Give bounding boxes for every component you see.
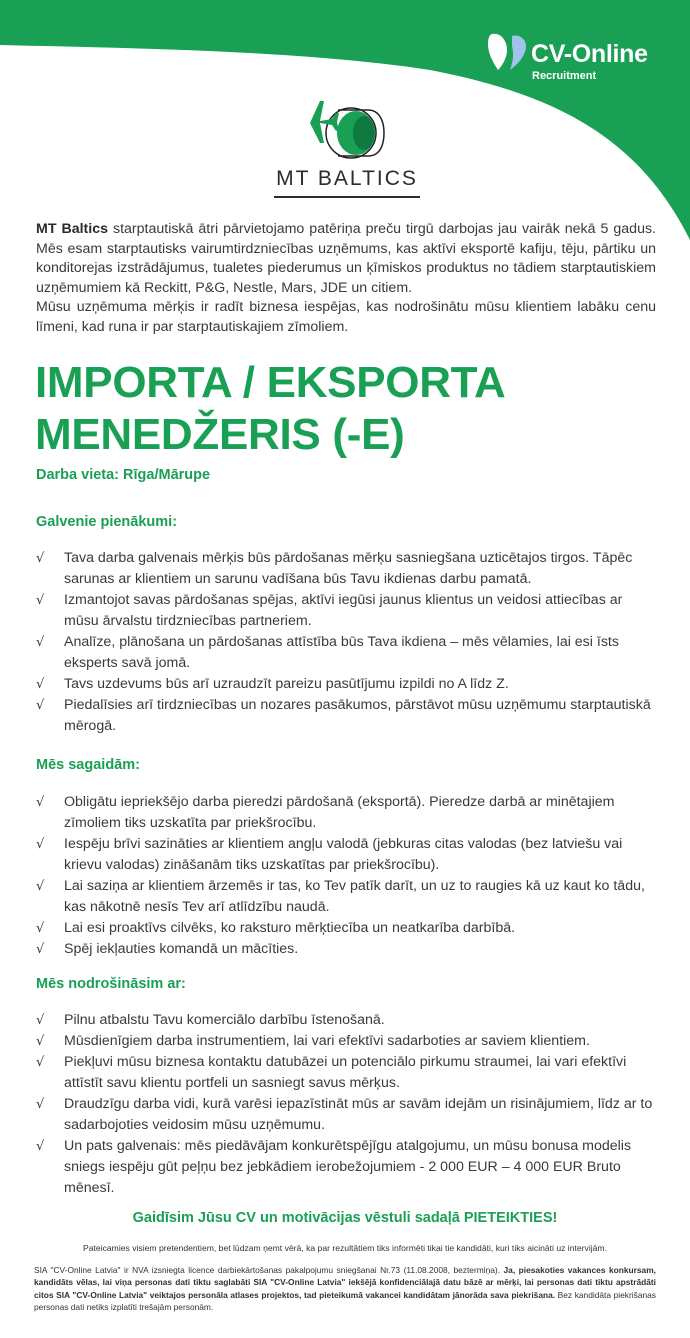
list-item: √ Un pats galvenais: mēs piedāvājam konkurētspējīgu atalgojumu, un mūsu bonusa modelis sniegs iespēju gūt peļņu bez jebkādiem ierobežojumiem - 2 000 EUR – 4 000 EUR Bruto mēnesī. bbox=[36, 1138, 632, 1196]
check-icon: √ bbox=[36, 1097, 45, 1112]
intro-paragraph-1 bbox=[36, 220, 656, 298]
check-icon: √ bbox=[36, 1034, 45, 1049]
check-icon: √ bbox=[36, 635, 45, 650]
job-title bbox=[35, 357, 665, 461]
requirements-list bbox=[36, 792, 656, 960]
list-item: √ Tava darba galvenais mērķis būs pārdošanas mērķu sasniegšana uzticētajos tirgos. Tāpēc sarunas ar klientiem un sarunu vadīšana būs Tavu ikdienas darbu pamatā. bbox=[36, 550, 633, 587]
intro-paragraph-1-text: starptautiskā ātri pārvietojamo patēriņa preču tirgū darbojas jau vairāk nekā 5 gadus. Mēs esam starptautisks vairumtirdzniecības uzņēmums, kas aktīvi eksportē kafiju, tēju, pārtiku un konditorejas izstrādājumus, tualetes piederumus un ķīmiskos produktus no tādiem starptautiskiem uzņēmumiem kā Reckitt, P&G, Nestle, Mars, JDE un citiem. bbox=[36, 221, 657, 296]
duties-list bbox=[36, 548, 656, 737]
check-icon: √ bbox=[36, 879, 45, 894]
check-icon: √ bbox=[36, 795, 45, 810]
check-icon: √ bbox=[36, 942, 45, 957]
footer-legal-license: SIA "CV-Online Latvia" ir NVA izsniegta licence darbiekārtošanas pakalpojumu sniegšanai Nr.73 (11.08.2008, beztermiņa). bbox=[34, 1265, 504, 1275]
duties-heading: Galvenie pienākumi: bbox=[36, 514, 178, 530]
apply-call-to-action[interactable]: Gaidīsim Jūsu CV un motivācijas vēstuli sadaļā PIETEIKTIES! bbox=[132, 1210, 558, 1226]
check-icon: √ bbox=[36, 551, 45, 566]
list-item: √ Piedalīsies arī tirdzniecības un nozares pasākumos, pārstāvot mūsu uzņēmumu starptautiskā mērogā. bbox=[36, 697, 651, 734]
cv-online-name: CV-Online bbox=[531, 40, 648, 68]
check-icon: √ bbox=[36, 1139, 45, 1154]
check-icon: √ bbox=[36, 698, 45, 713]
footer-note: Pateicamies visiem pretendentiem, bet lūdzam ņemt vērā, ka par rezultātiem tiks informēti tikai tie kandidāti, kuri tiks aicināti uz intervijām. bbox=[83, 1243, 607, 1253]
list-item: √ Iespēju brīvi sazināties ar klientiem angļu valodā (jebkuras citas valodas (bez latviešu vai krievu valodas) zināšanām tiks uzskatītas par priekšrocību). bbox=[36, 836, 623, 873]
check-icon: √ bbox=[36, 1055, 45, 1070]
check-icon: √ bbox=[36, 593, 45, 608]
check-icon: √ bbox=[36, 921, 45, 936]
check-icon: √ bbox=[36, 677, 45, 692]
footer-legal bbox=[34, 1264, 656, 1314]
list-item: √ Analīze, plānošana un pārdošanas attīstība būs Tava ikdiena – mēs vēlamies, lai esi īsts eksperts savā jomā. bbox=[36, 634, 619, 671]
company-intro bbox=[36, 220, 656, 337]
offer-heading: Mēs nodrošināsim ar: bbox=[36, 976, 186, 992]
check-icon: √ bbox=[36, 1013, 45, 1028]
cv-online-subtitle: Recruitment bbox=[532, 70, 597, 82]
footer-legal-end: Bez kandidāta piekrišanas personas dati netiks izplatīti trešajām personām. bbox=[34, 1289, 656, 1313]
job-location: Darba vieta: Rīga/Mārupe bbox=[36, 467, 211, 483]
footer-legal-consent: Ja, piesakoties vakances konkursam, kandidāts vēlas, lai viņa personas dati tiktu saglabāti SIA "CV-Online Latvia" iekšējā konfidenciālajā datu bāzē ar mērķi, lai personas dati tiktu apstrādāti citos SIA "CV-Online Latvia" veiktajos personāla atlases projektos, tad pieteikumā vakancei kandidātam jānorāda sava piekrišana. bbox=[34, 1265, 656, 1300]
cv-online-logo[interactable] bbox=[486, 30, 676, 90]
list-item: √ Pilnu atbalstu Tavu komerciālo darbību īstenošanā. bbox=[36, 1010, 656, 1031]
cv-online-heart-icon bbox=[486, 30, 528, 74]
list-item: √ Izmantojot savas pārdošanas spējas, aktīvi iegūsi jaunus klientus un veidosi attiecības ar mūsu ārvalstu tirdzniecības partneriem. bbox=[36, 592, 623, 629]
mt-baltics-wordmark: MT BALTICS bbox=[276, 167, 418, 190]
list-item: √ Tavs uzdevums būs arī uzraudzīt pareizu pasūtījumu izpildi no A līdz Z. bbox=[36, 674, 656, 695]
list-item: √ Lai esi proaktīvs cilvēks, ko raksturo mērķtiecība un neatkarība darbībā. bbox=[36, 918, 656, 939]
job-title-line-2: MENEDŽERIS (-E) bbox=[35, 410, 405, 459]
mt-baltics-logo bbox=[268, 97, 426, 200]
list-item: √ Obligātu iepriekšējo darba pieredzi pārdošanā (eksportā). Pieredze darbā ar minētajiem zīmoliem tiks uzskatīta par priekšrocību. bbox=[36, 794, 615, 831]
mt-baltics-underline bbox=[274, 196, 420, 198]
list-item: √ Piekļuvi mūsu biznesa kontaktu datubāzei un potenciālo pirkumu straumei, lai vari efektīvi attīstīt savu klientu portfeli un sasniegt savus mērķus. bbox=[36, 1054, 627, 1091]
intro-paragraph-2: Mūsu uzņēmuma mērķis ir radīt biznesa iespējas, kas nodrošinātu mūsu klientiem labāku cenu līmeni, kad runa ir par starptautiskajiem zīmoliem. bbox=[36, 299, 656, 335]
job-title-line-1: IMPORTA / EKSPORTA bbox=[35, 358, 506, 407]
offer-list bbox=[36, 1010, 656, 1199]
list-item: √ Draudzīgu darba vidi, kurā varēsi iepazīstināt mūs ar savām idejām un risinājumiem, līdz ar to sadarbojoties veidosim mūsu uzņēmumu. bbox=[36, 1096, 653, 1133]
mt-baltics-emblem-icon bbox=[268, 97, 426, 163]
requirements-heading: Mēs sagaidām: bbox=[36, 757, 140, 773]
list-item: √ Spēj iekļauties komandā un mācīties. bbox=[36, 939, 656, 960]
list-item: √ Mūsdienīgiem darba instrumentiem, lai vari efektīvi sadarboties ar saviem klientiem. bbox=[36, 1031, 656, 1052]
intro-company-name: MT Baltics bbox=[36, 221, 108, 237]
check-icon: √ bbox=[36, 837, 45, 852]
list-item: √ Lai saziņa ar klientiem ārzemēs ir tas, ko Tev patīk darīt, un uz to raugies kā uz kaut ko tādu, kas nākotnē nesīs Tev arī atlīdzību naudā. bbox=[36, 878, 645, 915]
